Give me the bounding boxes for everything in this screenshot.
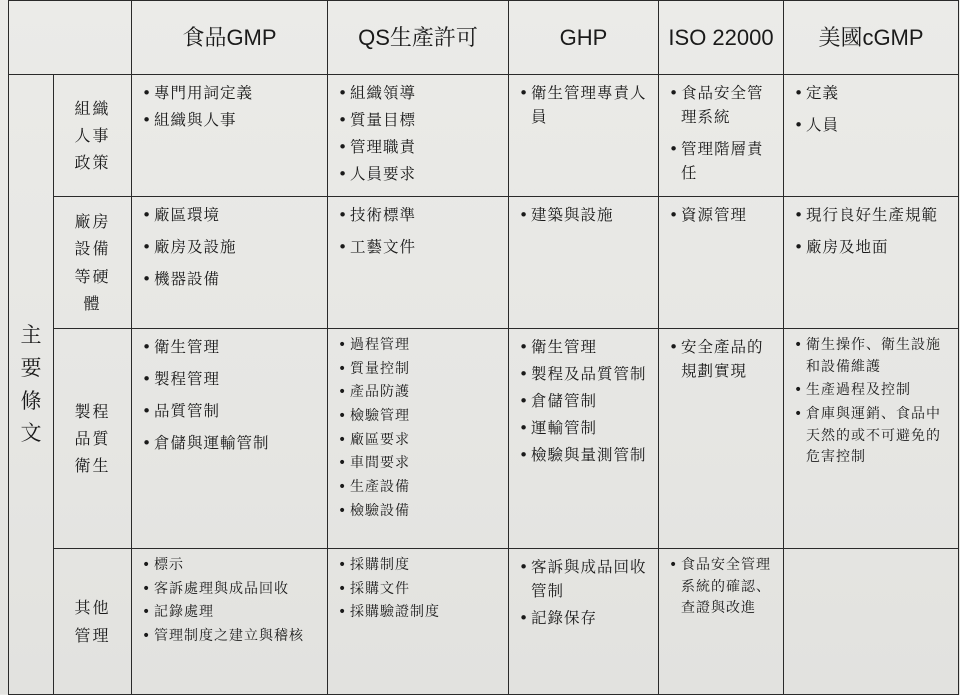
list-item: • 管理職責 <box>338 135 504 159</box>
item-list <box>659 197 783 227</box>
list-item: • 建築與設施 <box>519 203 654 227</box>
list-item: • 機器設備 <box>142 267 323 291</box>
item-list <box>509 329 658 467</box>
item-list <box>784 75 958 137</box>
list-item: • 質量目標 <box>338 108 504 132</box>
table-cell <box>509 75 659 197</box>
header-row <box>9 1 959 75</box>
list-item: • 人員 <box>794 113 954 137</box>
list-item: • 食品安全管理系統 <box>669 81 779 129</box>
item-list <box>132 197 327 291</box>
list-item: • 客訴與成品回收管制 <box>519 555 654 603</box>
list-item: • 衛生操作、衛生設施和設備維護 <box>794 335 954 378</box>
item-list <box>659 549 783 620</box>
list-item: • 生產過程及控制 <box>794 380 954 402</box>
list-item: • 現行良好生產規範 <box>794 203 954 227</box>
list-item: • 廠房及地面 <box>794 235 954 259</box>
list-item: • 管理階層責任 <box>669 137 779 185</box>
list-item: • 記錄處理 <box>142 602 323 624</box>
item-list <box>509 549 658 630</box>
row-header: 組織 人事 政策 <box>54 75 132 197</box>
list-item: • 安全產品的規劃實現 <box>669 335 779 383</box>
list-item: • 質量控制 <box>338 359 504 381</box>
list-item: • 技術標準 <box>338 203 504 227</box>
list-item: • 定義 <box>794 81 954 105</box>
table-row <box>9 75 959 197</box>
item-list <box>509 197 658 227</box>
table-row <box>9 549 959 695</box>
item-list <box>328 549 508 624</box>
list-item: • 製程管理 <box>142 367 323 391</box>
table-cell <box>784 329 959 549</box>
item-list <box>328 329 508 523</box>
list-item: • 衛生管理 <box>519 335 654 359</box>
list-item: • 廠區環境 <box>142 203 323 227</box>
item-list <box>659 329 783 383</box>
table-cell <box>659 549 784 695</box>
list-item: • 產品防護 <box>338 382 504 404</box>
list-item: • 倉庫與運銷、食品中天然的或不可避免的危害控制 <box>794 404 954 469</box>
table-cell <box>328 329 509 549</box>
table-cell <box>509 329 659 549</box>
item-list <box>659 75 783 185</box>
list-item: • 廠房及設施 <box>142 235 323 259</box>
list-item: • 資源管理 <box>669 203 779 227</box>
item-list <box>784 549 958 555</box>
list-item: • 標示 <box>142 555 323 577</box>
column-header: GHP <box>509 1 659 75</box>
list-item: • 運輸管制 <box>519 416 654 440</box>
list-item: • 品質管制 <box>142 399 323 423</box>
list-item: • 採購驗證制度 <box>338 602 504 624</box>
list-item: • 記錄保存 <box>519 606 654 630</box>
list-item: • 衛生管理專責人員 <box>519 81 654 129</box>
table-cell <box>132 75 328 197</box>
table-row <box>9 329 959 549</box>
corner-cell <box>9 1 132 75</box>
table-cell <box>784 75 959 197</box>
table-cell <box>132 329 328 549</box>
item-list <box>784 197 958 259</box>
item-list <box>328 197 508 259</box>
table-cell <box>784 197 959 329</box>
list-item: • 專門用詞定義 <box>142 81 323 105</box>
row-header: 其他 管理 <box>54 549 132 695</box>
list-item: • 採購文件 <box>338 579 504 601</box>
item-list <box>132 549 327 648</box>
table-cell <box>784 549 959 695</box>
table-cell <box>328 75 509 197</box>
comparison-table <box>8 0 959 695</box>
item-list <box>132 75 327 132</box>
table-row <box>9 197 959 329</box>
item-list <box>509 75 658 129</box>
table-cell <box>328 549 509 695</box>
item-list <box>784 329 958 469</box>
list-item: • 倉儲與運輸管制 <box>142 431 323 455</box>
table-cell <box>509 549 659 695</box>
list-item: • 組織與人事 <box>142 108 323 132</box>
item-list <box>132 329 327 455</box>
list-item: • 檢驗設備 <box>338 501 504 523</box>
list-item: • 工藝文件 <box>338 235 504 259</box>
table-cell <box>659 329 784 549</box>
table-cell <box>509 197 659 329</box>
list-item: • 過程管理 <box>338 335 504 357</box>
section-label: 主 要 條 文 <box>9 75 54 695</box>
list-item: • 廠區要求 <box>338 430 504 452</box>
list-item: • 組織領導 <box>338 81 504 105</box>
list-item: • 食品安全管理系統的確認、查證與改進 <box>669 555 779 620</box>
list-item: • 倉儲管制 <box>519 389 654 413</box>
list-item: • 車間要求 <box>338 453 504 475</box>
list-item: • 採購制度 <box>338 555 504 577</box>
list-item: • 製程及品質管制 <box>519 362 654 386</box>
row-header: 製程 品質 衛生 <box>54 329 132 549</box>
list-item: • 衛生管理 <box>142 335 323 359</box>
column-header: 美國cGMP <box>784 1 959 75</box>
table-cell <box>132 549 328 695</box>
column-header: QS生產許可 <box>328 1 509 75</box>
table-cell <box>328 197 509 329</box>
row-header: 廠房 設備 等硬 體 <box>54 197 132 329</box>
table-cell <box>132 197 328 329</box>
column-header: 食品GMP <box>132 1 328 75</box>
list-item: • 人員要求 <box>338 162 504 186</box>
item-list <box>328 75 508 186</box>
table-cell <box>659 75 784 197</box>
list-item: • 客訴處理與成品回收 <box>142 579 323 601</box>
list-item: • 檢驗與量測管制 <box>519 443 654 467</box>
column-header: ISO 22000 <box>659 1 784 75</box>
list-item: • 管理制度之建立與稽核 <box>142 626 323 648</box>
list-item: • 檢驗管理 <box>338 406 504 428</box>
table-cell <box>659 197 784 329</box>
list-item: • 生產設備 <box>338 477 504 499</box>
